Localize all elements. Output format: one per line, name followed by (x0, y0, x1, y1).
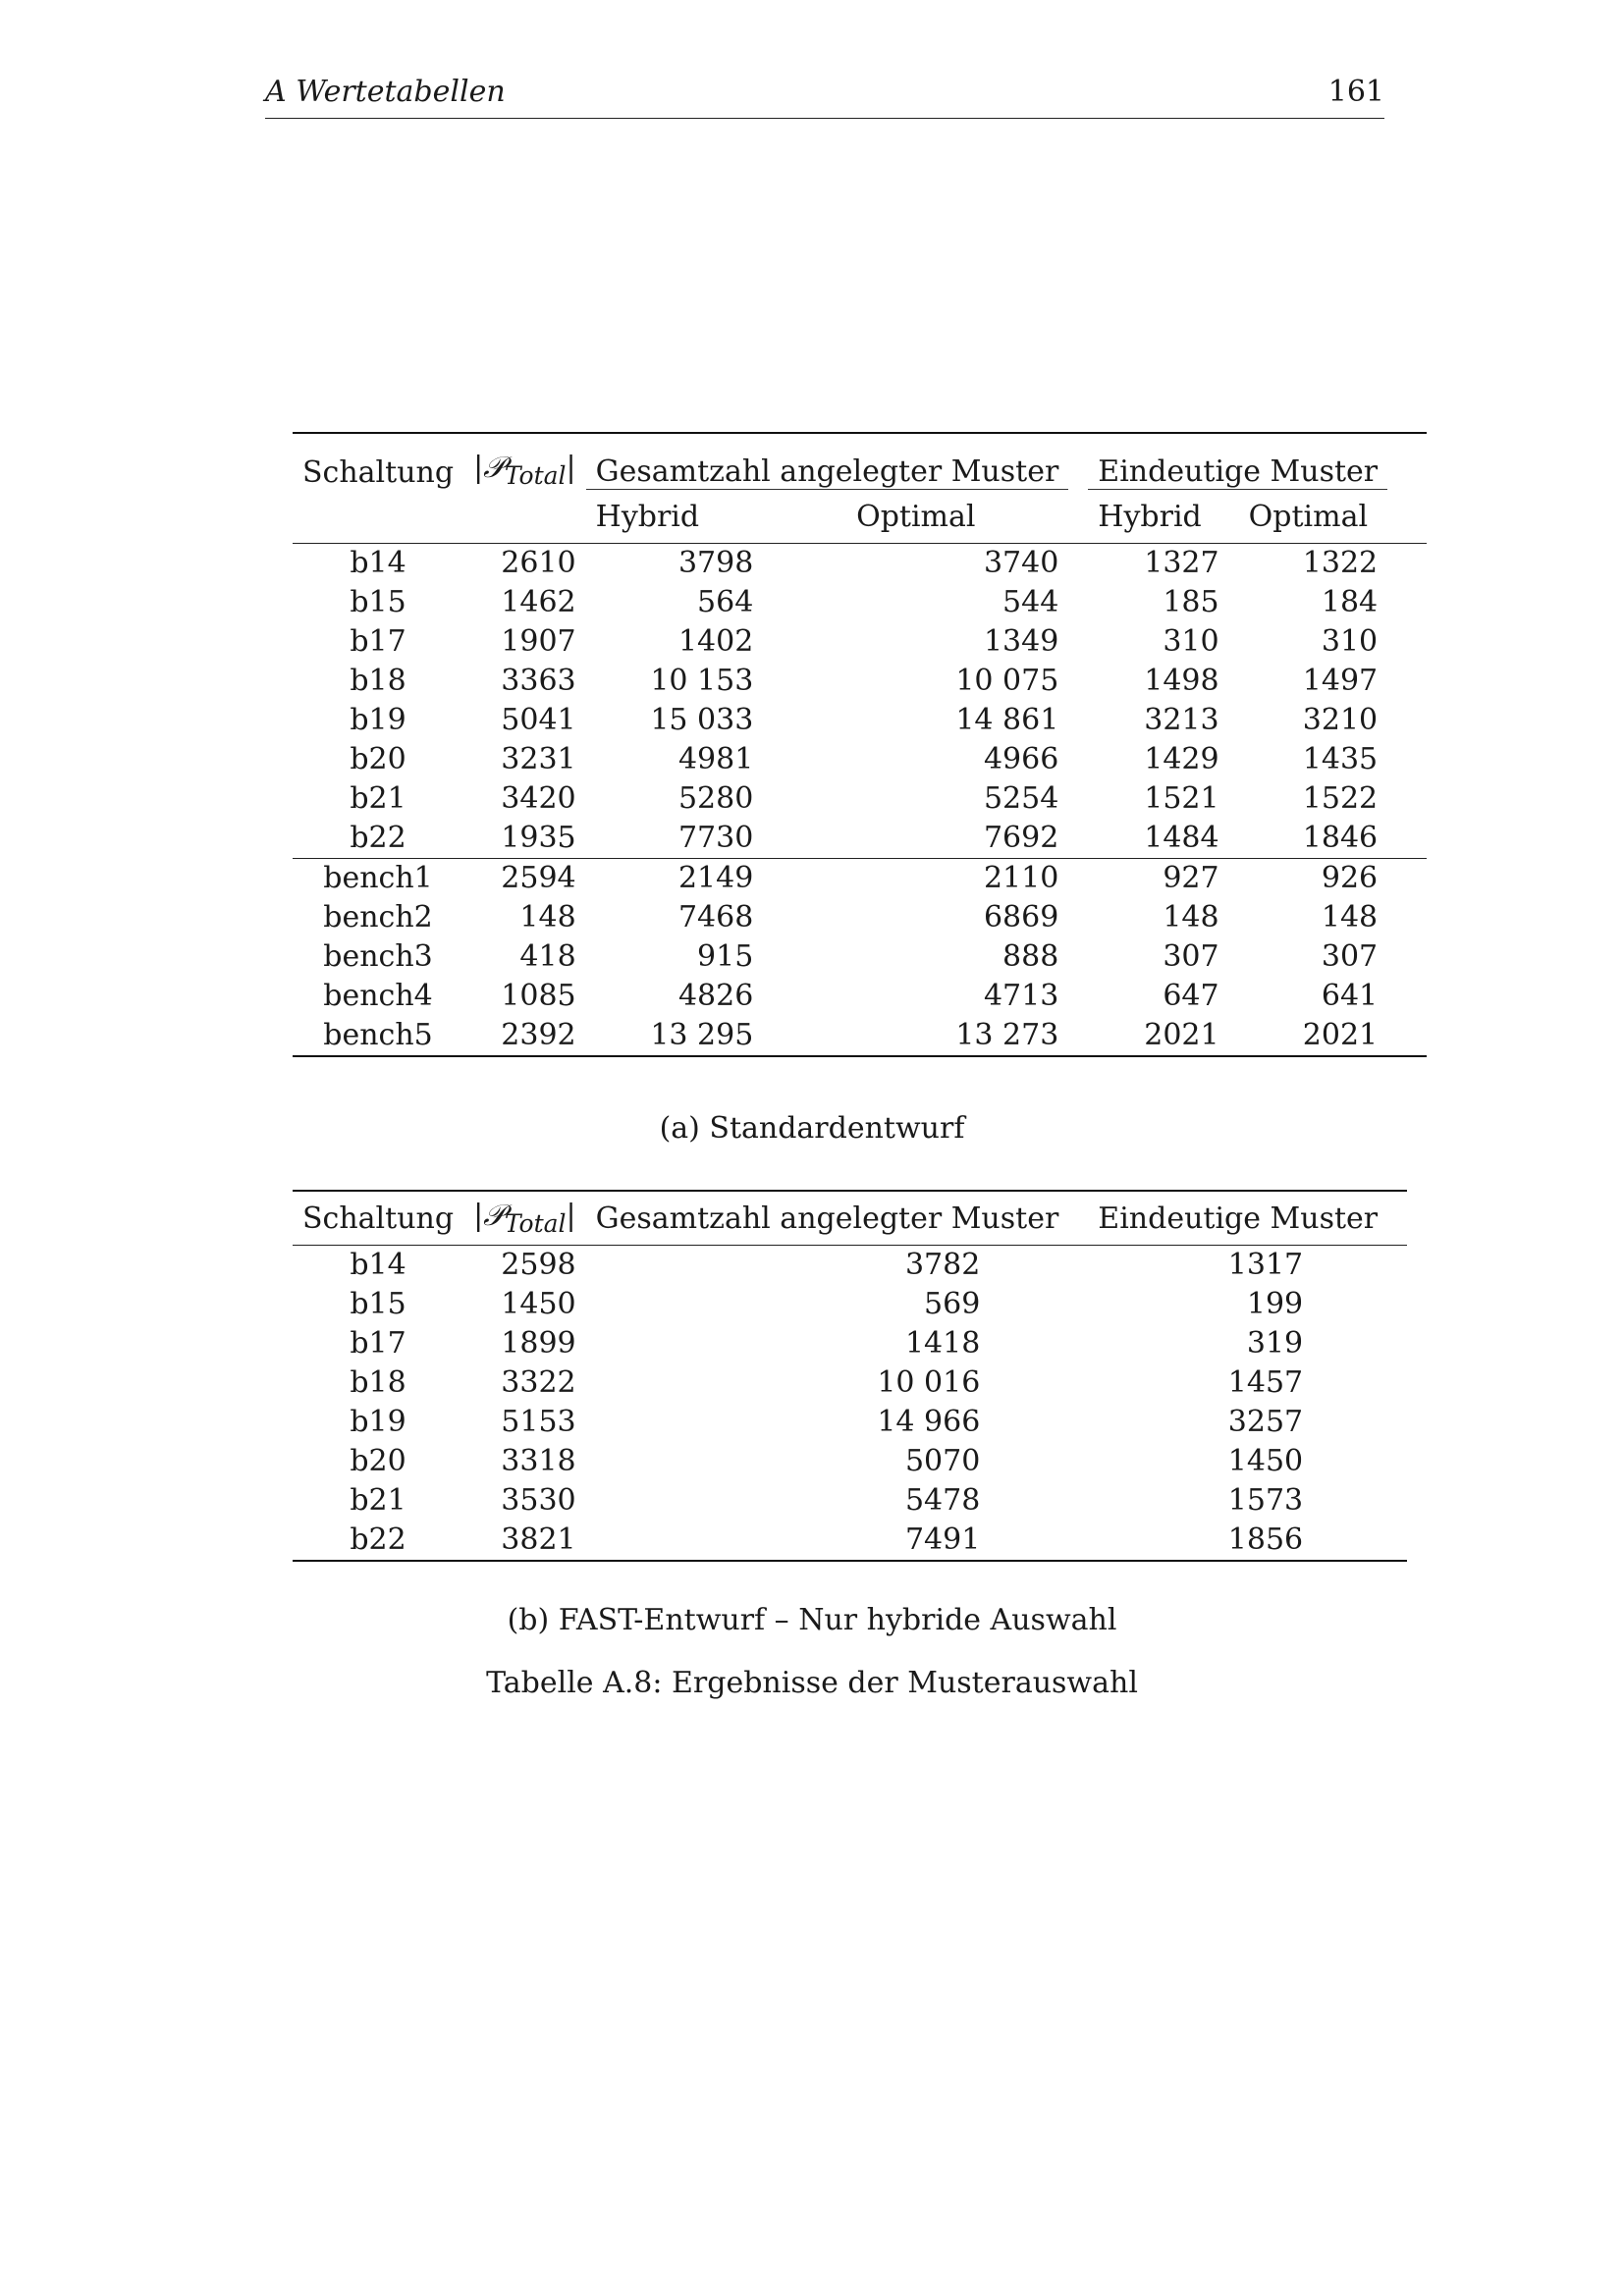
caption-table-a: (a) Standardentwurf (659, 1111, 965, 1146)
cell-schaltung: b15 (350, 1287, 406, 1321)
cell-ein-hybrid: 1327 (1144, 546, 1219, 580)
cell-schaltung: bench1 (293, 859, 463, 899)
cell-ptotal: 3821 (463, 1521, 586, 1561)
cell-ges-hybrid: 915 (697, 939, 754, 974)
cell-eindeutig: 1573 (1227, 1483, 1304, 1518)
header-ptotal: |𝒫$_{Total}$| (473, 450, 576, 490)
table-row (293, 622, 1427, 662)
caption-table-b: (b) FAST-Entwurf – Nur hybride Auswahl (507, 1603, 1117, 1637)
table-row (293, 779, 1427, 819)
cell-ges-optimal: 544 (1002, 585, 1059, 619)
table-row (293, 1521, 1407, 1561)
cell-ein-optimal: 926 (1229, 859, 1388, 899)
cell-ges-optimal: 4966 (983, 742, 1059, 776)
cell-ein-hybrid: 1521 (1144, 781, 1219, 816)
cell-ein-hybrid: 647 (1163, 979, 1219, 1013)
cell-ein-optimal: 3210 (1302, 703, 1379, 737)
table-a-group-b (293, 544, 1427, 859)
cell-ptotal: 3318 (501, 1444, 576, 1478)
table-standardentwurf (293, 432, 1427, 1057)
cell-ein-hybrid: 1484 (1144, 821, 1219, 855)
cell-ges-optimal: 6869 (983, 900, 1059, 934)
table-b-body (293, 1246, 1407, 1562)
cell-ptotal: 1899 (501, 1326, 576, 1361)
table-row (293, 977, 1427, 1016)
table-row (293, 662, 1427, 701)
header-eindeutige: Eindeutige Muster (1088, 433, 1387, 490)
cell-ptotal: 3322 (501, 1365, 576, 1400)
cell-schaltung: bench3 (323, 939, 433, 974)
cell-schaltung: b20 (350, 1444, 406, 1478)
header-schaltung: Schaltung (302, 454, 455, 490)
table-row (293, 819, 1427, 859)
table-row (293, 1016, 1427, 1056)
cell-ges-optimal: 4713 (983, 979, 1059, 1013)
cell-ges-hybrid: 4826 (677, 979, 754, 1013)
table-row (293, 740, 1427, 779)
cell-ptotal: 3231 (501, 742, 576, 776)
cell-ein-optimal: 641 (1321, 979, 1379, 1013)
table-row (293, 1363, 1407, 1403)
cell-schaltung: b15 (350, 585, 406, 619)
ptotal-symbol: 𝒫 (483, 450, 505, 485)
cell-ein-hybrid: 310 (1163, 624, 1219, 659)
cell-schaltung: b17 (350, 624, 406, 659)
cell-ges-hybrid: 4981 (677, 742, 754, 776)
cell-ges-hybrid: 13 295 (586, 1016, 764, 1056)
cell-ges-hybrid: 3798 (677, 546, 754, 580)
cell-ein-optimal: 1322 (1302, 546, 1379, 580)
cell-ein-hybrid: 148 (1163, 900, 1219, 934)
cell-ein-optimal: 310 (1321, 624, 1379, 659)
cell-ges-hybrid: 5280 (677, 781, 754, 816)
table-row (293, 1246, 1407, 1286)
cell-ges-optimal: 3740 (983, 546, 1059, 580)
cell-gesamt: 5478 (904, 1483, 981, 1518)
cell-ptotal: 1085 (501, 979, 576, 1013)
cell-ein-hybrid: 1429 (1144, 742, 1219, 776)
cell-schaltung: b18 (350, 664, 406, 698)
cell-eindeutig: 319 (1246, 1326, 1304, 1361)
cell-schaltung: b21 (350, 1483, 406, 1518)
cell-schaltung: b22 (350, 821, 406, 855)
header-ein-hybrid: Hybrid (1088, 490, 1228, 544)
cell-gesamt: 14 966 (877, 1405, 981, 1439)
cell-ges-optimal: 1349 (983, 624, 1059, 659)
cell-ges-optimal: 10 075 (955, 664, 1059, 698)
cell-ges-optimal: 5254 (983, 781, 1059, 816)
cell-eindeutig: 1457 (1227, 1365, 1304, 1400)
cell-ptotal: 1462 (501, 585, 576, 619)
header-gesamtzahl: Gesamtzahl angelegter Muster (586, 1191, 1069, 1246)
cell-gesamt: 3782 (904, 1248, 981, 1282)
cell-ein-hybrid: 927 (1088, 859, 1228, 899)
header-ges-hybrid: Hybrid (586, 490, 764, 544)
cell-ein-optimal: 148 (1321, 900, 1379, 934)
cell-ein-optimal: 1522 (1302, 781, 1379, 816)
table-caption: Tabelle A.8: Ergebnisse der Musterauswahl (486, 1666, 1138, 1700)
cell-ptotal: 1935 (501, 821, 576, 855)
cell-ein-hybrid: 185 (1163, 585, 1219, 619)
cell-ptotal: 3363 (501, 664, 576, 698)
table-row (293, 1324, 1407, 1363)
header-ptotal: |𝒫$_{Total}$| (463, 1191, 586, 1246)
cell-ptotal: 418 (519, 939, 576, 974)
table-b-header (293, 1191, 1407, 1246)
cell-ein-optimal: 1497 (1302, 664, 1379, 698)
chapter-title: A Wertetabellen (265, 75, 506, 109)
ptotal-symbol: 𝒫 (483, 1199, 505, 1233)
header-ges-optimal: Optimal (763, 490, 1068, 544)
cell-schaltung: bench4 (323, 979, 433, 1013)
cell-ptotal: 1907 (501, 624, 576, 659)
cell-ges-hybrid: 564 (697, 585, 754, 619)
cell-schaltung: b20 (350, 742, 406, 776)
cell-eindeutig: 1856 (1088, 1521, 1387, 1561)
cell-ges-optimal: 888 (1002, 939, 1059, 974)
cell-ges-hybrid: 7468 (677, 900, 754, 934)
cell-ptotal: 5041 (501, 703, 576, 737)
cell-schaltung: b14 (350, 546, 406, 580)
cell-schaltung: b21 (350, 781, 406, 816)
cell-ges-optimal: 7692 (983, 821, 1059, 855)
cell-ptotal: 2598 (501, 1248, 576, 1282)
header-ein-optimal: Optimal (1229, 490, 1388, 544)
cell-ein-optimal: 307 (1321, 939, 1379, 974)
cell-ges-optimal: 13 273 (763, 1016, 1068, 1056)
cell-ges-hybrid: 1402 (677, 624, 754, 659)
cell-ein-hybrid: 2021 (1088, 1016, 1228, 1056)
page-number: 161 (1327, 75, 1384, 109)
cell-ges-hybrid: 7730 (677, 821, 754, 855)
table-row (293, 701, 1427, 740)
table-row (293, 1403, 1407, 1442)
cell-ges-optimal: 14 861 (955, 703, 1059, 737)
cell-schaltung: bench2 (323, 900, 433, 934)
running-head (265, 71, 1384, 119)
cell-ptotal: 2594 (463, 859, 586, 899)
table-row (293, 1285, 1407, 1324)
cell-ein-hybrid: 1498 (1144, 664, 1219, 698)
cell-ptotal: 5153 (501, 1405, 576, 1439)
cell-gesamt: 1418 (904, 1326, 981, 1361)
table-row (293, 1442, 1407, 1481)
cell-eindeutig: 1450 (1227, 1444, 1304, 1478)
table-a-header (293, 433, 1427, 544)
ptotal-subscript: Total (504, 1209, 567, 1238)
cell-ges-hybrid: 15 033 (650, 703, 754, 737)
cell-schaltung: bench5 (293, 1016, 463, 1056)
table-fast-entwurf (293, 1190, 1407, 1562)
ptotal-subscript: Total (504, 460, 567, 490)
table-row (293, 859, 1427, 899)
cell-ptotal: 3420 (501, 781, 576, 816)
cell-eindeutig: 1317 (1227, 1248, 1304, 1282)
cell-ptotal: 3530 (501, 1483, 576, 1518)
cell-schaltung: b22 (293, 1521, 463, 1561)
cell-gesamt: 5070 (904, 1444, 981, 1478)
cell-schaltung: b17 (350, 1326, 406, 1361)
table-a-group-bench (293, 859, 1427, 1057)
cell-ges-optimal: 2110 (763, 859, 1068, 899)
cell-gesamt: 569 (924, 1287, 981, 1321)
header-gesamtzahl: Gesamtzahl angelegter Muster (586, 433, 1069, 490)
table-row (293, 898, 1427, 937)
cell-ein-optimal: 184 (1321, 585, 1379, 619)
table-row (293, 544, 1427, 584)
header-spacer (1068, 433, 1088, 490)
cell-ges-hybrid: 10 153 (650, 664, 754, 698)
cell-schaltung: b18 (350, 1365, 406, 1400)
cell-ges-hybrid: 2149 (586, 859, 764, 899)
cell-gesamt: 7491 (586, 1521, 1069, 1561)
cell-ein-optimal: 1435 (1302, 742, 1379, 776)
cell-ein-optimal: 2021 (1229, 1016, 1388, 1056)
header-eindeutige: Eindeutige Muster (1088, 1191, 1387, 1246)
cell-ein-optimal: 1846 (1302, 821, 1379, 855)
table-row (293, 1481, 1407, 1521)
cell-gesamt: 10 016 (877, 1365, 981, 1400)
cell-schaltung: b19 (350, 703, 406, 737)
cell-ein-hybrid: 3213 (1144, 703, 1219, 737)
cell-ein-hybrid: 307 (1163, 939, 1219, 974)
table-row (293, 937, 1427, 977)
cell-ptotal: 148 (519, 900, 576, 934)
cell-ptotal: 1450 (501, 1287, 576, 1321)
cell-ptotal: 2392 (463, 1016, 586, 1056)
cell-eindeutig: 199 (1246, 1287, 1304, 1321)
cell-schaltung: b19 (350, 1405, 406, 1439)
cell-ptotal: 2610 (501, 546, 576, 580)
cell-eindeutig: 3257 (1227, 1405, 1304, 1439)
header-schaltung: Schaltung (293, 1191, 463, 1246)
table-row (293, 583, 1427, 622)
cell-schaltung: b14 (350, 1248, 406, 1282)
